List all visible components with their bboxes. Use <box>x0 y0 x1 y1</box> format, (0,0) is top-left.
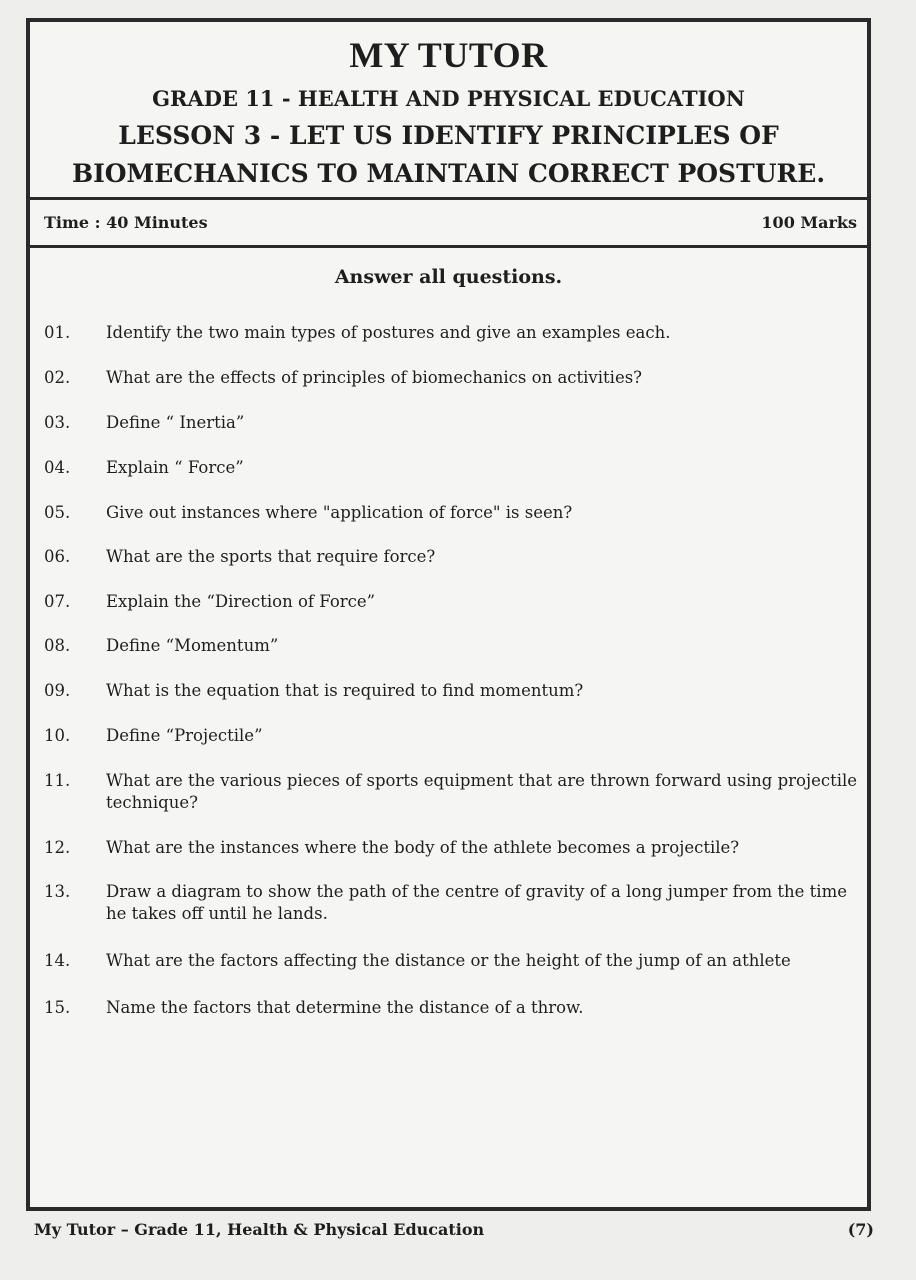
question-number: 07. <box>44 592 71 611</box>
question-text: Define “Momentum” <box>106 636 279 655</box>
question-text: Give out instances where "application of force" is seen? <box>106 503 573 522</box>
total-marks: 100 Marks <box>761 213 857 232</box>
question-number: 14. <box>44 951 71 970</box>
question-item <box>44 680 869 702</box>
question-number: 06. <box>44 547 71 566</box>
question-text: Define “ Inertia” <box>106 413 245 432</box>
question-number: 10. <box>44 726 71 745</box>
question-text: Draw a diagram to show the path of the centre of gravity of a long jumper from the time he takes off until he lands. <box>106 882 847 923</box>
page-footer <box>34 1220 874 1239</box>
question-item <box>44 950 869 972</box>
question-text: Define “Projectile” <box>106 726 263 745</box>
question-number: 09. <box>44 681 71 700</box>
question-number: 05. <box>44 503 71 522</box>
lesson-title-line-2: BIOMECHANICS TO MAINTAIN CORRECT POSTURE. <box>71 159 826 188</box>
question-text: Explain the “Direction of Force” <box>106 592 376 611</box>
instruction: Answer all questions. <box>334 266 563 288</box>
question-text: What is the equation that is required to find momentum? <box>106 681 584 700</box>
lesson-title <box>30 117 867 193</box>
question-number: 11. <box>44 771 71 790</box>
question-item <box>44 457 869 479</box>
question-text: What are the instances where the body of the athlete becomes a projectile? <box>106 838 740 857</box>
question-item <box>44 881 869 925</box>
question-text: What are the factors affecting the distance or the height of the jump of an athlete <box>106 951 791 970</box>
brand-title: MY TUTOR <box>349 35 548 75</box>
question-item <box>44 770 869 814</box>
grade-subject: GRADE 11 - HEALTH AND PHYSICAL EDUCATION <box>152 86 745 111</box>
question-item <box>44 367 869 389</box>
time-allowed: Time : 40 Minutes <box>44 213 208 232</box>
question-item <box>44 412 869 434</box>
exam-meta-row <box>30 200 867 248</box>
question-item <box>44 725 869 747</box>
question-text: What are the effects of principles of biomechanics on activities? <box>106 368 643 387</box>
question-number: 04. <box>44 458 71 477</box>
question-item <box>44 997 869 1019</box>
question-text: What are the sports that require force? <box>106 547 436 566</box>
question-item <box>44 502 869 524</box>
exam-page-frame <box>26 18 871 1211</box>
question-text: Name the factors that determine the distance of a throw. <box>106 998 584 1017</box>
page-header <box>30 22 867 200</box>
footer-title: My Tutor – Grade 11, Health & Physical Education <box>34 1220 485 1239</box>
question-number: 12. <box>44 838 71 857</box>
question-number: 03. <box>44 413 71 432</box>
question-number: 02. <box>44 368 71 387</box>
question-text: What are the various pieces of sports equipment that are thrown forward using projectile technique? <box>106 771 858 812</box>
question-text: Explain “ Force” <box>106 458 244 477</box>
lesson-title-line-1: LESSON 3 - LET US IDENTIFY PRINCIPLES OF <box>118 121 779 150</box>
question-number: 13. <box>44 882 71 901</box>
question-number: 15. <box>44 998 71 1017</box>
question-item <box>44 591 869 613</box>
question-text: Identify the two main types of postures and give an examples each. <box>106 323 671 342</box>
question-item <box>44 322 869 344</box>
question-item <box>44 837 869 859</box>
question-number: 08. <box>44 636 71 655</box>
question-item <box>44 546 869 568</box>
page-number: (7) <box>847 1220 874 1239</box>
question-number: 01. <box>44 323 71 342</box>
question-item <box>44 635 869 657</box>
